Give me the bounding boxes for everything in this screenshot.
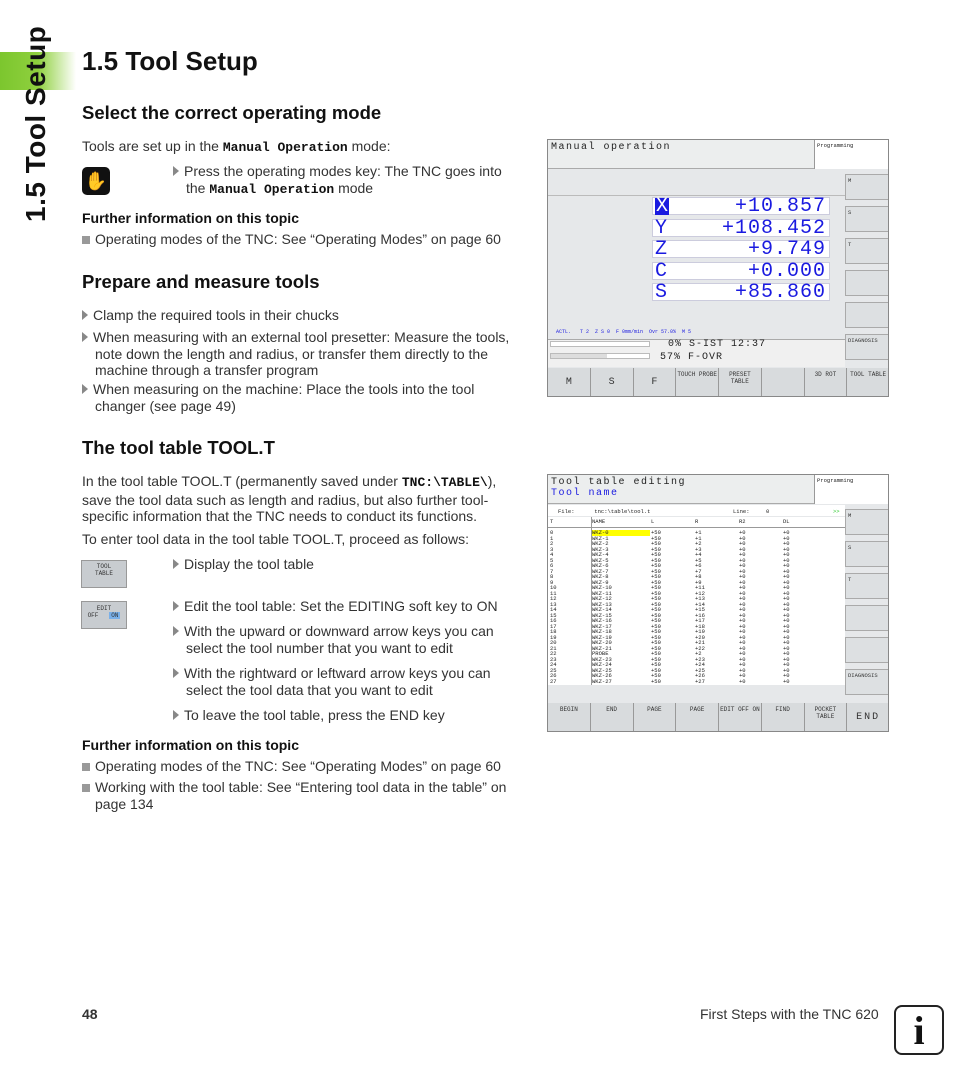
info-icon: i	[894, 1005, 944, 1055]
table-cell: WKZ-18	[592, 628, 612, 635]
axis-value: +108.452	[721, 216, 826, 240]
side-softkey	[845, 637, 889, 663]
table-cell: +0	[739, 677, 746, 685]
table-cell: +50	[651, 573, 661, 580]
table-cell: +7	[695, 567, 702, 575]
table-cell: 15	[550, 611, 557, 619]
table-cell: WKZ-8	[592, 573, 609, 580]
table-cell: 10	[550, 584, 557, 591]
table-cell: +0	[783, 556, 790, 564]
table-cell: WKZ-7	[592, 567, 609, 575]
header-divider	[548, 527, 845, 528]
table-cell: +0	[739, 551, 746, 558]
spindle-readout: 0% S-IST 12:37	[668, 339, 767, 350]
softkey[interactable]: TOOL TABLE	[847, 368, 889, 397]
table-cell: +0	[783, 672, 790, 679]
table-cell: +2	[695, 650, 702, 657]
softkey[interactable]: PAGE	[634, 703, 677, 732]
table-cell: +0	[783, 551, 790, 558]
table-cell: 20	[550, 639, 557, 646]
table-cell: +50	[651, 562, 661, 569]
tool-table	[548, 517, 845, 685]
table-cell: +50	[651, 578, 661, 586]
table-cell: WKZ-25	[592, 666, 612, 674]
screen-title: Tool table editing	[551, 477, 687, 488]
table-cell: +0	[783, 562, 790, 569]
table-cell: +0	[783, 633, 790, 641]
table-cell: +0	[783, 567, 790, 575]
table-cell: +50	[651, 628, 661, 635]
table-cell: +0	[783, 677, 790, 685]
side-softkey: M	[845, 174, 889, 200]
table-cell: +0	[739, 655, 746, 663]
table-cell: 26	[550, 672, 557, 679]
table-cell: +0	[739, 584, 746, 591]
softkey[interactable]: M	[548, 368, 591, 397]
table-cell: +50	[651, 622, 661, 630]
table-cell: +50	[651, 672, 661, 679]
list-item: When measuring on the machine: Place the tools into the tool changer (see page 49)	[82, 381, 527, 414]
list-item: Clamp the required tools in their chucks	[82, 307, 527, 324]
table-cell: 1	[550, 534, 554, 542]
side-softkey	[845, 270, 889, 296]
table-cell: +50	[651, 534, 661, 542]
axis-readout-x	[652, 195, 830, 218]
table-cell: WKZ-11	[592, 589, 612, 597]
table-cell: +50	[651, 661, 661, 668]
table-cell: +0	[783, 540, 790, 547]
table-cell: 23	[550, 655, 557, 663]
screen-subtitle: Tool name	[551, 488, 619, 499]
table-cell: 27	[550, 677, 557, 685]
table-cell: 5	[550, 556, 554, 564]
axis-label: X	[656, 195, 669, 218]
table-cell: WKZ-1	[592, 534, 609, 542]
table-cell: 3	[550, 545, 554, 553]
table-cell: 0	[550, 529, 554, 536]
table-cell: +0	[783, 650, 790, 657]
table-cell: 6	[550, 562, 554, 569]
softkey[interactable]: S	[591, 368, 634, 397]
step-item: To leave the tool table, press the END key	[173, 707, 445, 724]
table-cell: 9	[550, 578, 554, 586]
table-cell: +50	[651, 606, 661, 613]
softkey[interactable]: POCKET TABLE	[805, 703, 848, 732]
table-cell: +0	[739, 578, 746, 586]
screen-mode: Programming	[814, 140, 889, 169]
table-cell: 7	[550, 567, 554, 575]
table-cell: WKZ-26	[592, 672, 612, 679]
side-softkey: DIAGNOSIS	[845, 334, 889, 360]
axis-label: S	[655, 281, 668, 304]
table-cell: +0	[739, 666, 746, 674]
step-text: Press the operating modes key: The TNC goes into the Manual Operation mode	[173, 163, 523, 198]
table-cell: 14	[550, 606, 557, 613]
screen-mode: Programming	[814, 475, 889, 504]
column-header: R	[695, 518, 699, 525]
table-cell: +50	[651, 639, 661, 646]
table-cell: +50	[651, 611, 661, 619]
reference-item: Working with the tool table: See “Entering tool data in the table” on page 134	[82, 779, 527, 812]
tool-table-paragraph: In the tool table TOOL.T (permanently saved under TNC:\TABLE\), save the tool data such as length and radius, but also further tool-specific information that the TNC needs to conduct its functions.	[82, 473, 497, 524]
table-cell: +50	[651, 529, 661, 536]
table-cell: WKZ-9	[592, 578, 609, 586]
table-cell: +0	[739, 545, 746, 553]
table-cell: +18	[695, 622, 705, 630]
table-cell: +50	[651, 666, 661, 674]
table-cell: WKZ-16	[592, 617, 612, 624]
further-info-heading: Further information on this topic	[82, 737, 299, 753]
table-cell: WKZ-14	[592, 606, 612, 613]
table-cell: +0	[739, 622, 746, 630]
softkey[interactable]: PRESET TABLE	[719, 368, 762, 397]
table-cell: +3	[695, 545, 702, 553]
table-cell: WKZ-3	[592, 545, 609, 553]
table-cell: +0	[783, 589, 790, 597]
table-cell: WKZ-23	[592, 655, 612, 663]
table-cell: +0	[739, 589, 746, 597]
side-softkey: T	[845, 238, 889, 264]
table-cell: +50	[651, 677, 661, 685]
table-cell: +9	[695, 578, 702, 586]
table-row	[548, 679, 845, 685]
table-cell: +16	[695, 611, 705, 619]
table-cell: +0	[783, 534, 790, 542]
table-cell: 12	[550, 595, 557, 602]
column-header: T	[550, 518, 554, 525]
softkey[interactable]: END	[847, 703, 889, 732]
table-cell: 16	[550, 617, 557, 624]
axis-value: +10.857	[734, 195, 826, 218]
table-cell: +19	[695, 628, 705, 635]
axis-label: Y	[655, 216, 668, 240]
table-cell: WKZ-10	[592, 584, 612, 591]
table-cell: +0	[739, 534, 746, 542]
table-cell: 17	[550, 622, 557, 630]
side-softkey: S	[845, 206, 889, 232]
edit-softkey-icon: EDIT OFF ON	[81, 601, 127, 629]
table-cell: WKZ-15	[592, 611, 612, 619]
table-cell: +20	[695, 633, 705, 641]
table-cell: +0	[783, 600, 790, 608]
step-item: Edit the tool table: Set the EDITING soft key to ON	[173, 598, 498, 615]
table-cell: WKZ-20	[592, 639, 612, 646]
table-cell: 8	[550, 573, 554, 580]
table-cell: PROBE	[592, 650, 609, 657]
table-cell: WKZ-6	[592, 562, 609, 569]
table-cell: +11	[695, 584, 705, 591]
table-cell: +6	[695, 562, 702, 569]
table-cell: +0	[739, 556, 746, 564]
section-heading-operating-mode: Select the correct operating mode	[82, 102, 382, 123]
table-cell: +0	[783, 644, 790, 652]
table-cell: +13	[695, 595, 705, 602]
table-cell: +50	[651, 650, 661, 657]
softkey[interactable]: PAGE	[676, 703, 719, 732]
page-number: 48	[82, 1006, 98, 1022]
softkey[interactable]: BEGIN	[548, 703, 591, 732]
table-cell: +1	[695, 529, 702, 536]
table-cell: +0	[739, 606, 746, 613]
axis-label: Z	[655, 238, 668, 261]
step-item: Display the tool table	[173, 556, 314, 573]
table-cell: +50	[651, 556, 661, 564]
table-cell: +0	[783, 628, 790, 635]
table-cell: +50	[651, 545, 661, 553]
table-cell: +0	[783, 622, 790, 630]
table-cell: WKZ-27	[592, 677, 612, 685]
softkey[interactable]: F	[634, 368, 677, 397]
table-cell: +0	[783, 617, 790, 624]
file-bar: File: tnc:\table\tool.t Line: 0 >>	[548, 505, 845, 516]
table-cell: +27	[695, 677, 705, 685]
table-cell: WKZ-5	[592, 556, 609, 564]
table-cell: 13	[550, 600, 557, 608]
intro-text: Tools are set up in the Manual Operation mode:	[82, 138, 391, 155]
side-tab-title: 1.5 Tool Setup	[20, 25, 51, 222]
axis-readout-z	[652, 238, 830, 261]
table-cell: +0	[739, 562, 746, 569]
column-header: DL	[783, 518, 790, 525]
table-cell: +0	[739, 567, 746, 575]
table-cell: +24	[695, 661, 705, 668]
axis-label: C	[655, 259, 668, 283]
reference-item: Operating modes of the TNC: See “Operating Modes” on page 60	[82, 758, 501, 775]
table-cell: +0	[783, 584, 790, 591]
table-cell: +2	[695, 540, 702, 547]
table-cell: WKZ-19	[592, 633, 612, 641]
table-cell: 4	[550, 551, 554, 558]
softkey[interactable]: 3D ROT	[805, 368, 848, 397]
table-cell: +50	[651, 617, 661, 624]
table-cell: +0	[739, 661, 746, 668]
column-header: L	[651, 518, 655, 525]
table-cell: +4	[695, 551, 702, 558]
table-cell: +50	[651, 540, 661, 547]
table-cell: 11	[550, 589, 557, 597]
table-cell: WKZ-0	[592, 530, 650, 536]
table-cell: +0	[739, 644, 746, 652]
axis-value: +0.000	[747, 259, 826, 283]
table-cell: WKZ-24	[592, 661, 612, 668]
table-cell: +22	[695, 644, 705, 652]
table-cell: +50	[651, 633, 661, 641]
table-cell: +0	[739, 650, 746, 657]
table-cell: +23	[695, 655, 705, 663]
status-line: ACTL. T 2 Z S 0 F 0mm/min Ovr 57.0% M 5	[556, 329, 692, 335]
axis-readout-y	[652, 216, 830, 240]
table-cell: +0	[783, 661, 790, 668]
table-cell: +5	[695, 556, 702, 564]
table-cell: 24	[550, 661, 557, 668]
feed-override-readout: 57% F-OVR	[660, 352, 724, 363]
side-softkey: DIAGNOSIS	[845, 669, 889, 695]
table-cell: WKZ-4	[592, 551, 609, 558]
softkey[interactable]: TOUCH PROBE	[676, 368, 719, 397]
manual-operation-screenshot	[547, 139, 889, 397]
side-softkey	[845, 302, 889, 328]
table-cell: +0	[783, 639, 790, 646]
step-item: With the rightward or leftward arrow keys you can select the tool data that you want to edit	[173, 665, 523, 698]
table-cell: +0	[783, 595, 790, 602]
further-info-heading: Further information on this topic	[82, 210, 299, 226]
table-cell: +0	[783, 606, 790, 613]
table-cell: WKZ-17	[592, 622, 612, 630]
table-cell: +0	[739, 611, 746, 619]
table-cell: 25	[550, 666, 557, 674]
table-cell: +0	[739, 600, 746, 608]
screen-title: Manual operation	[548, 140, 814, 169]
side-softkey: T	[845, 573, 889, 599]
table-cell: WKZ-21	[592, 644, 612, 652]
tool-table-softkey-icon: TOOL TABLE	[81, 560, 127, 588]
table-cell: +12	[695, 589, 705, 597]
table-cell: +50	[651, 567, 661, 575]
table-cell: +1	[695, 534, 702, 542]
table-cell: +17	[695, 617, 705, 624]
page-title: 1.5 Tool Setup	[82, 46, 258, 76]
list-item: When measuring with an external tool presetter: Measure the tools, note down the length and radius, or transfer them directly to the machine through a transfer program	[82, 329, 527, 379]
table-cell: +8	[695, 573, 702, 580]
table-cell: +25	[695, 666, 705, 674]
table-cell: +26	[695, 672, 705, 679]
softkey[interactable]	[762, 368, 805, 397]
table-cell: 22	[550, 650, 557, 657]
section-heading-tool-table: The tool table TOOL.T	[82, 437, 275, 458]
axis-readout-c	[652, 259, 830, 283]
table-cell: 21	[550, 644, 557, 652]
table-cell: +50	[651, 644, 661, 652]
table-cell: +50	[651, 595, 661, 602]
table-cell: +0	[783, 573, 790, 580]
chapter-footer: First Steps with the TNC 620	[700, 1006, 879, 1022]
table-cell: +50	[651, 600, 661, 608]
side-softkey: S	[845, 541, 889, 567]
table-cell: +0	[739, 529, 746, 536]
table-cell: +0	[739, 617, 746, 624]
table-cell: WKZ-12	[592, 595, 612, 602]
side-softkey	[845, 605, 889, 631]
table-cell: +0	[739, 595, 746, 602]
softkey[interactable]: EDIT OFF ON	[719, 703, 762, 732]
side-softkey: M	[845, 509, 889, 535]
table-cell: +0	[783, 611, 790, 619]
table-cell: +50	[651, 655, 661, 663]
table-cell: 18	[550, 628, 557, 635]
axis-value: +85.860	[734, 281, 826, 304]
table-cell: WKZ-13	[592, 600, 612, 608]
softkey[interactable]: FIND	[762, 703, 805, 732]
manual-operation-key-icon: ✋	[82, 167, 110, 195]
step-item: With the upward or downward arrow keys you can select the tool number that you want to edit	[173, 623, 523, 656]
table-cell: +0	[739, 633, 746, 641]
softkey[interactable]: END	[591, 703, 634, 732]
table-cell: 19	[550, 633, 557, 641]
table-cell: +0	[783, 529, 790, 536]
table-cell: +15	[695, 606, 705, 613]
axis-readout-s	[652, 281, 830, 304]
table-cell: +0	[739, 628, 746, 635]
table-cell: +0	[783, 655, 790, 663]
table-cell: 2	[550, 540, 554, 547]
table-cell: +50	[651, 589, 661, 597]
axis-value: +9.749	[747, 238, 826, 261]
table-cell: +21	[695, 639, 705, 646]
table-cell: +14	[695, 600, 705, 608]
table-cell: +0	[739, 573, 746, 580]
table-cell: +50	[651, 551, 661, 558]
tool-table-screenshot	[547, 474, 889, 732]
column-header: R2	[739, 518, 746, 525]
table-cell: +0	[783, 545, 790, 553]
table-cell: +0	[739, 639, 746, 646]
table-cell: +50	[651, 584, 661, 591]
table-cell: WKZ-2	[592, 540, 609, 547]
table-cell: +0	[783, 666, 790, 674]
proceed-text: To enter tool data in the tool table TOOL.T, proceed as follows:	[82, 531, 470, 547]
section-heading-prepare: Prepare and measure tools	[82, 271, 320, 292]
table-cell: +0	[783, 578, 790, 586]
table-cell: +0	[739, 672, 746, 679]
table-cell: +0	[739, 540, 746, 547]
reference-item: Operating modes of the TNC: See “Operating Modes” on page 60	[82, 231, 501, 248]
column-header: NAME	[592, 518, 606, 525]
